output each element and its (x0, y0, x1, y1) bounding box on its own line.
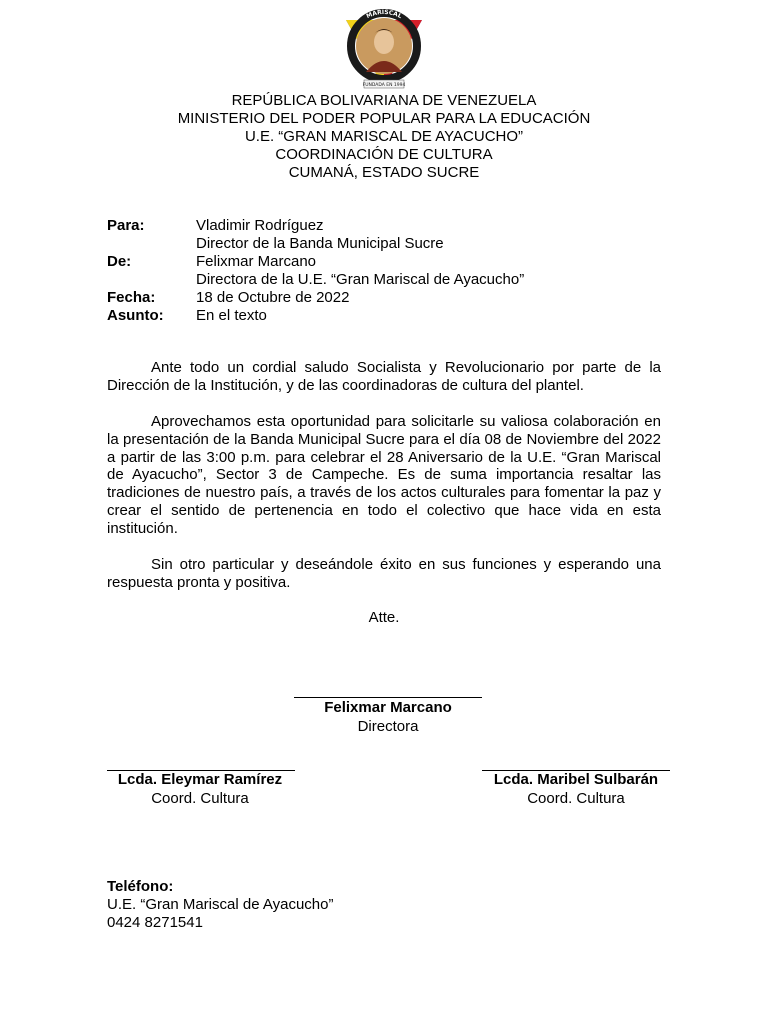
asunto-label: Asunto: (107, 307, 164, 324)
coord-right-name: Lcda. Maribel Sulbarán (493, 771, 659, 788)
memo-row-para-title (107, 235, 667, 253)
memo-header (107, 217, 667, 325)
director-role: Directora (357, 718, 419, 735)
closing-salutation: Atte. (368, 609, 400, 626)
heading-line-republic: REPÚBLICA BOLIVARIANA DE VENEZUELA (231, 92, 537, 109)
memo-row-de (107, 253, 667, 271)
asunto-value: En el texto (196, 307, 267, 324)
memo-row-asunto (107, 307, 667, 325)
heading-line-department: COORDINACIÓN DE CULTURA (275, 146, 493, 163)
heading-line-location: CUMANÁ, ESTADO SUCRE (288, 164, 480, 181)
heading-line-ministry: MINISTERIO DEL PODER POPULAR PARA LA EDUCACIÓN (177, 110, 591, 127)
crest-ring-text: MARISCAL (365, 8, 403, 21)
coord-left-role: Coord. Cultura (151, 790, 249, 807)
para-name: Vladimir Rodríguez (196, 217, 324, 234)
de-title: Directora de la U.E. “Gran Mariscal de Ayacucho” (196, 271, 525, 288)
fecha-value: 18 de Octubre de 2022 (196, 289, 350, 306)
letterhead (0, 92, 768, 182)
crest-ribbon-text: FUNDADA EN 1994 (362, 83, 406, 88)
contact-block (107, 878, 333, 932)
heading-line-school: U.E. “GRAN MARISCAL DE AYACUCHO” (244, 128, 524, 145)
phone-label: Teléfono: (107, 878, 174, 895)
de-name: Felixmar Marcano (196, 253, 317, 270)
memo-row-de-title (107, 271, 667, 289)
para-label: Para: (107, 217, 145, 234)
coord-right-role: Coord. Cultura (527, 790, 625, 807)
contact-school: U.E. “Gran Mariscal de Ayacucho” (107, 896, 334, 913)
contact-phone: 0424 8271541 (107, 914, 203, 931)
body-paragraph-closing: Sin otro particular y deseándole éxito en sus funciones y esperando una respuesta pronta y positiva. (107, 556, 661, 591)
director-signature-block (288, 698, 488, 736)
coord-left-signature-block (100, 770, 300, 808)
school-crest-logo (340, 6, 428, 92)
para-title: Director de la Banda Municipal Sucre (196, 235, 444, 252)
fecha-label: Fecha: (107, 289, 156, 306)
body-paragraph-request: Aprovechamos esta oportunidad para solicitarle su valiosa colaboración en la presentación de la Banda Municipal Sucre para el día 08 de Noviembre del 2022 a partir de las 3:00 p.m. para celebrar el 28 Aniversario de la U.E. “Gran Mariscal de Ayacucho”, Sector 3 de Campeche. Es de suma importancia resaltar las tradiciones de nuestro país, a través de los actos culturales para fomentar la paz y crear el sentido de pertenencia en todo el colectivo que hace vida en esta institución. (107, 413, 661, 537)
coord-right-signature-block (476, 770, 676, 808)
director-name: Felixmar Marcano (324, 699, 452, 716)
memo-row-fecha (107, 289, 667, 307)
coord-left-name: Lcda. Eleymar Ramírez (117, 771, 283, 788)
body-paragraph-greeting: Ante todo un cordial saludo Socialista y Revolucionario por parte de la Dirección de la Institución, y de las coordinadoras de cultura del plantel. (107, 359, 661, 394)
memo-row-para (107, 217, 667, 235)
de-label: De: (107, 253, 132, 270)
